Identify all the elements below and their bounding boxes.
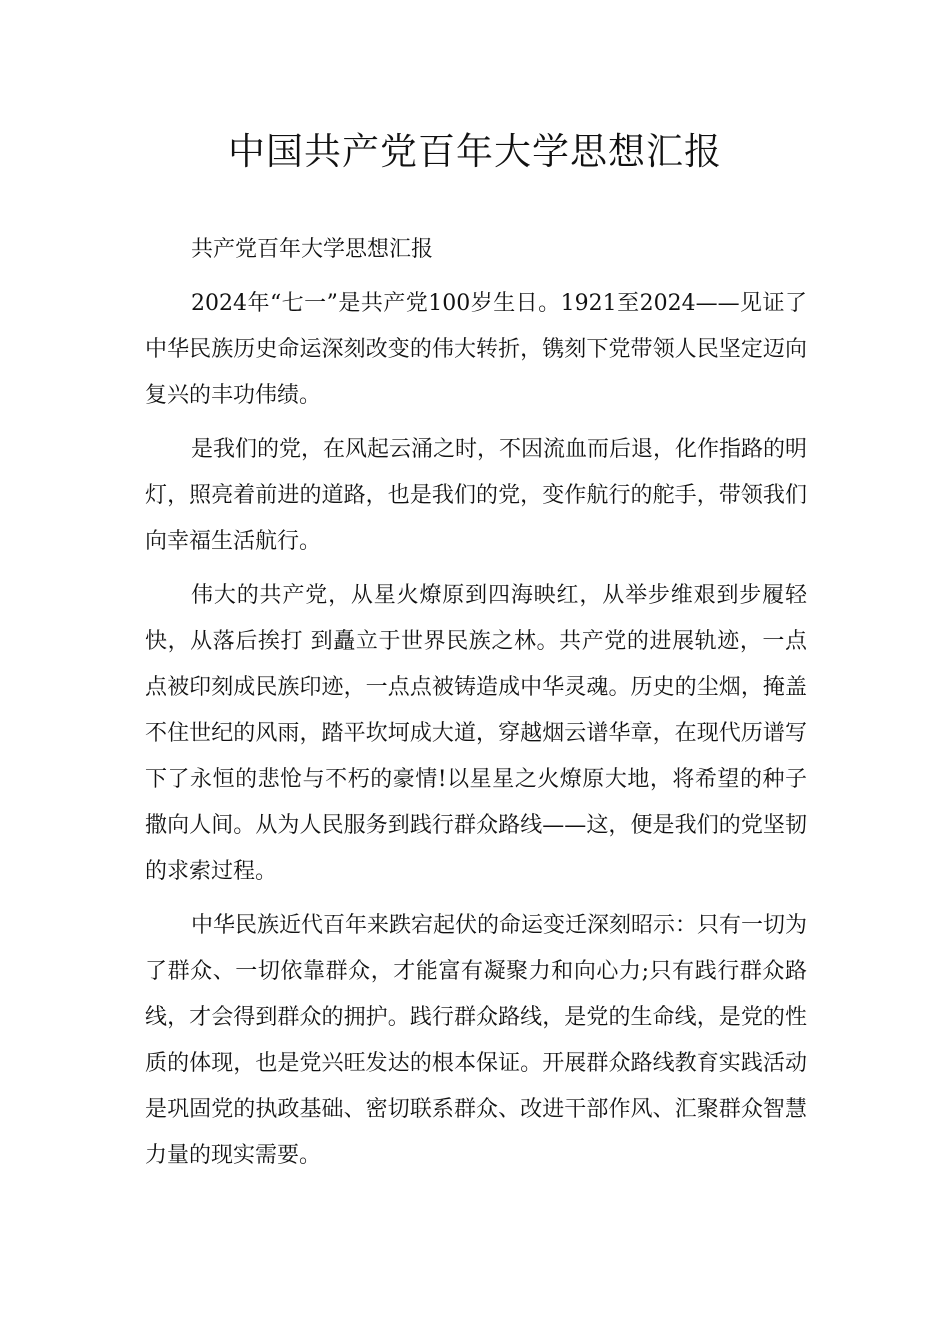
paragraph-subtitle: 共产党百年大学思想汇报 <box>191 237 434 262</box>
paragraph-3: 伟大的共产党，从星火燎原到四海映红，从举步维艰到步履轻快，从落后挨打 到矗立于世界民族之林。共产党的进展轨迹，一点点被印刻成民族印迹，一点点被铸造成中华灵魂。历史的尘烟，掩盖不住世纪的风雨，踏平坎坷成大道，穿越烟云谱华章，在现代历谱写下了永恒的悲怆与不朽的豪情!以星星之火燎原大地，将希望的种子撒向人间。从为人民服务到践行群众路线——这，便是我们的党坚韧的求索过程。 <box>145 583 807 884</box>
document-title: 中国共产党百年大学思想汇报 <box>228 130 722 173</box>
document-body <box>145 227 807 1187</box>
paragraph-4: 中华民族近代百年来跌宕起伏的命运变迁深刻昭示：只有一切为了群众、一切依靠群众，才能富有凝聚力和向心力;只有践行群众路线，才会得到群众的拥护。践行群众路线，是党的生命线，是党的性质的体现，也是党兴旺发达的根本保证。开展群众路线教育实践活动是巩固党的执政基础、密切联系群众、改进干部作风、汇聚群众智慧力量的现实需要。 <box>145 913 808 1168</box>
paragraph-1: 2024年“七一”是共产党100岁生日。1921至2024——见证了中华民族历史命运深刻改变的伟大转折，镌刻下党带领人民坚定迈向复兴的丰功伟绩。 <box>145 291 807 408</box>
paragraph-2: 是我们的党，在风起云涌之时，不因流血而后退，化作指路的明灯，照亮着前进的道路，也是我们的党，变作航行的舵手，带领我们向幸福生活航行。 <box>145 437 808 554</box>
